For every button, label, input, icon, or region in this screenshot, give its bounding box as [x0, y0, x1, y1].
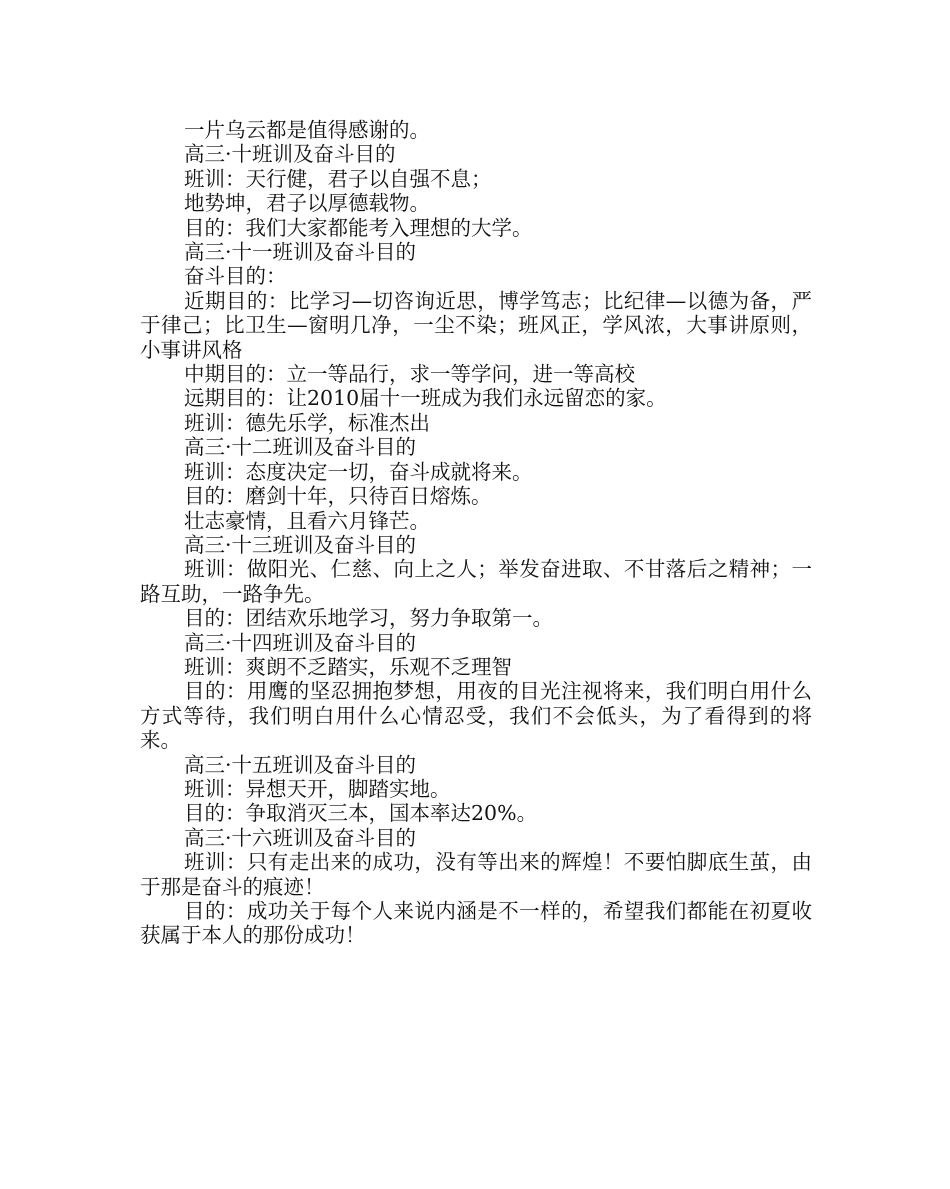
- class-14-goal: 目的：用鹰的坚忍拥抱梦想，用夜的目光注视将来，我们明白用什么方式等待，我们明白用什么心情忍受，我们不会低头，为了看得到的将来。: [140, 679, 812, 753]
- section-heading-class-13: 高三·十三班训及奋斗目的: [184, 532, 417, 557]
- class-11-short-term-goal: 近期目的：比学习—切咨询近思，博学笃志；比纪律—以德为备，严于律己；比卫生—窗明几净，一尘不染；班风正，学风浓，大事讲原则，小事讲风格: [140, 288, 812, 362]
- section-heading-class-16: 高三·十六班训及奋斗目的: [184, 825, 417, 850]
- class-11-long-term-goal: 远期目的：让2010届十一班成为我们永远留恋的家。: [184, 386, 667, 411]
- class-16-goal: 目的：成功关于每个人来说内涵是不一样的，希望我们都能在初夏收获属于本人的那份成功！: [140, 899, 812, 948]
- class-15-goal: 目的：争取消灭三本，国本率达20%。: [184, 801, 538, 826]
- class-15-motto: 班训：异想天开，脚踏实地。: [184, 776, 451, 801]
- class-11-goal-label: 奋斗目的：: [184, 264, 287, 289]
- class-10-goal: 目的：我们大家都能考入理想的大学。: [184, 215, 533, 240]
- document-page: [140, 118, 812, 948]
- section-heading-class-11: 高三·十一班训及奋斗目的: [184, 240, 417, 265]
- class-11-mid-term-goal: 中期目的：立一等品行，求一等学问，进一等高校: [184, 362, 635, 387]
- section-heading-class-12: 高三·十二班训及奋斗目的: [184, 435, 417, 460]
- class-16-motto: 班训：只有走出来的成功，没有等出来的辉煌！不要怕脚底生茧，由于那是奋斗的痕迹！: [140, 850, 812, 899]
- text-line-continuation: 一片乌云都是值得感谢的。: [184, 118, 430, 142]
- class-13-goal: 目的：团结欢乐地学习，努力争取第一。: [184, 606, 553, 631]
- class-12-motto: 班训：态度决定一切，奋斗成就将来。: [184, 459, 533, 484]
- class-13-motto: 班训：做阳光、仁慈、向上之人；举发奋进取、不甘落后之精神；一路互助，一路争先。: [140, 557, 812, 606]
- class-11-motto: 班训：德先乐学，标准杰出: [184, 410, 430, 435]
- class-12-goal-line-1: 目的：磨剑十年，只待百日熔炼。: [184, 484, 492, 509]
- class-14-motto: 班训：爽朗不乏踏实，乐观不乏理智: [184, 654, 512, 679]
- section-heading-class-15: 高三·十五班训及奋斗目的: [184, 752, 417, 777]
- class-12-goal-line-2: 壮志豪情，且看六月锋芒。: [184, 508, 430, 533]
- section-heading-class-14: 高三·十四班训及奋斗目的: [184, 630, 417, 655]
- section-heading-class-10: 高三·十班训及奋斗目的: [184, 142, 396, 167]
- class-10-motto-line-2: 地势坤，君子以厚德载物。: [184, 191, 430, 216]
- class-10-motto-line-1: 班训：天行健，君子以自强不息；: [184, 166, 492, 191]
